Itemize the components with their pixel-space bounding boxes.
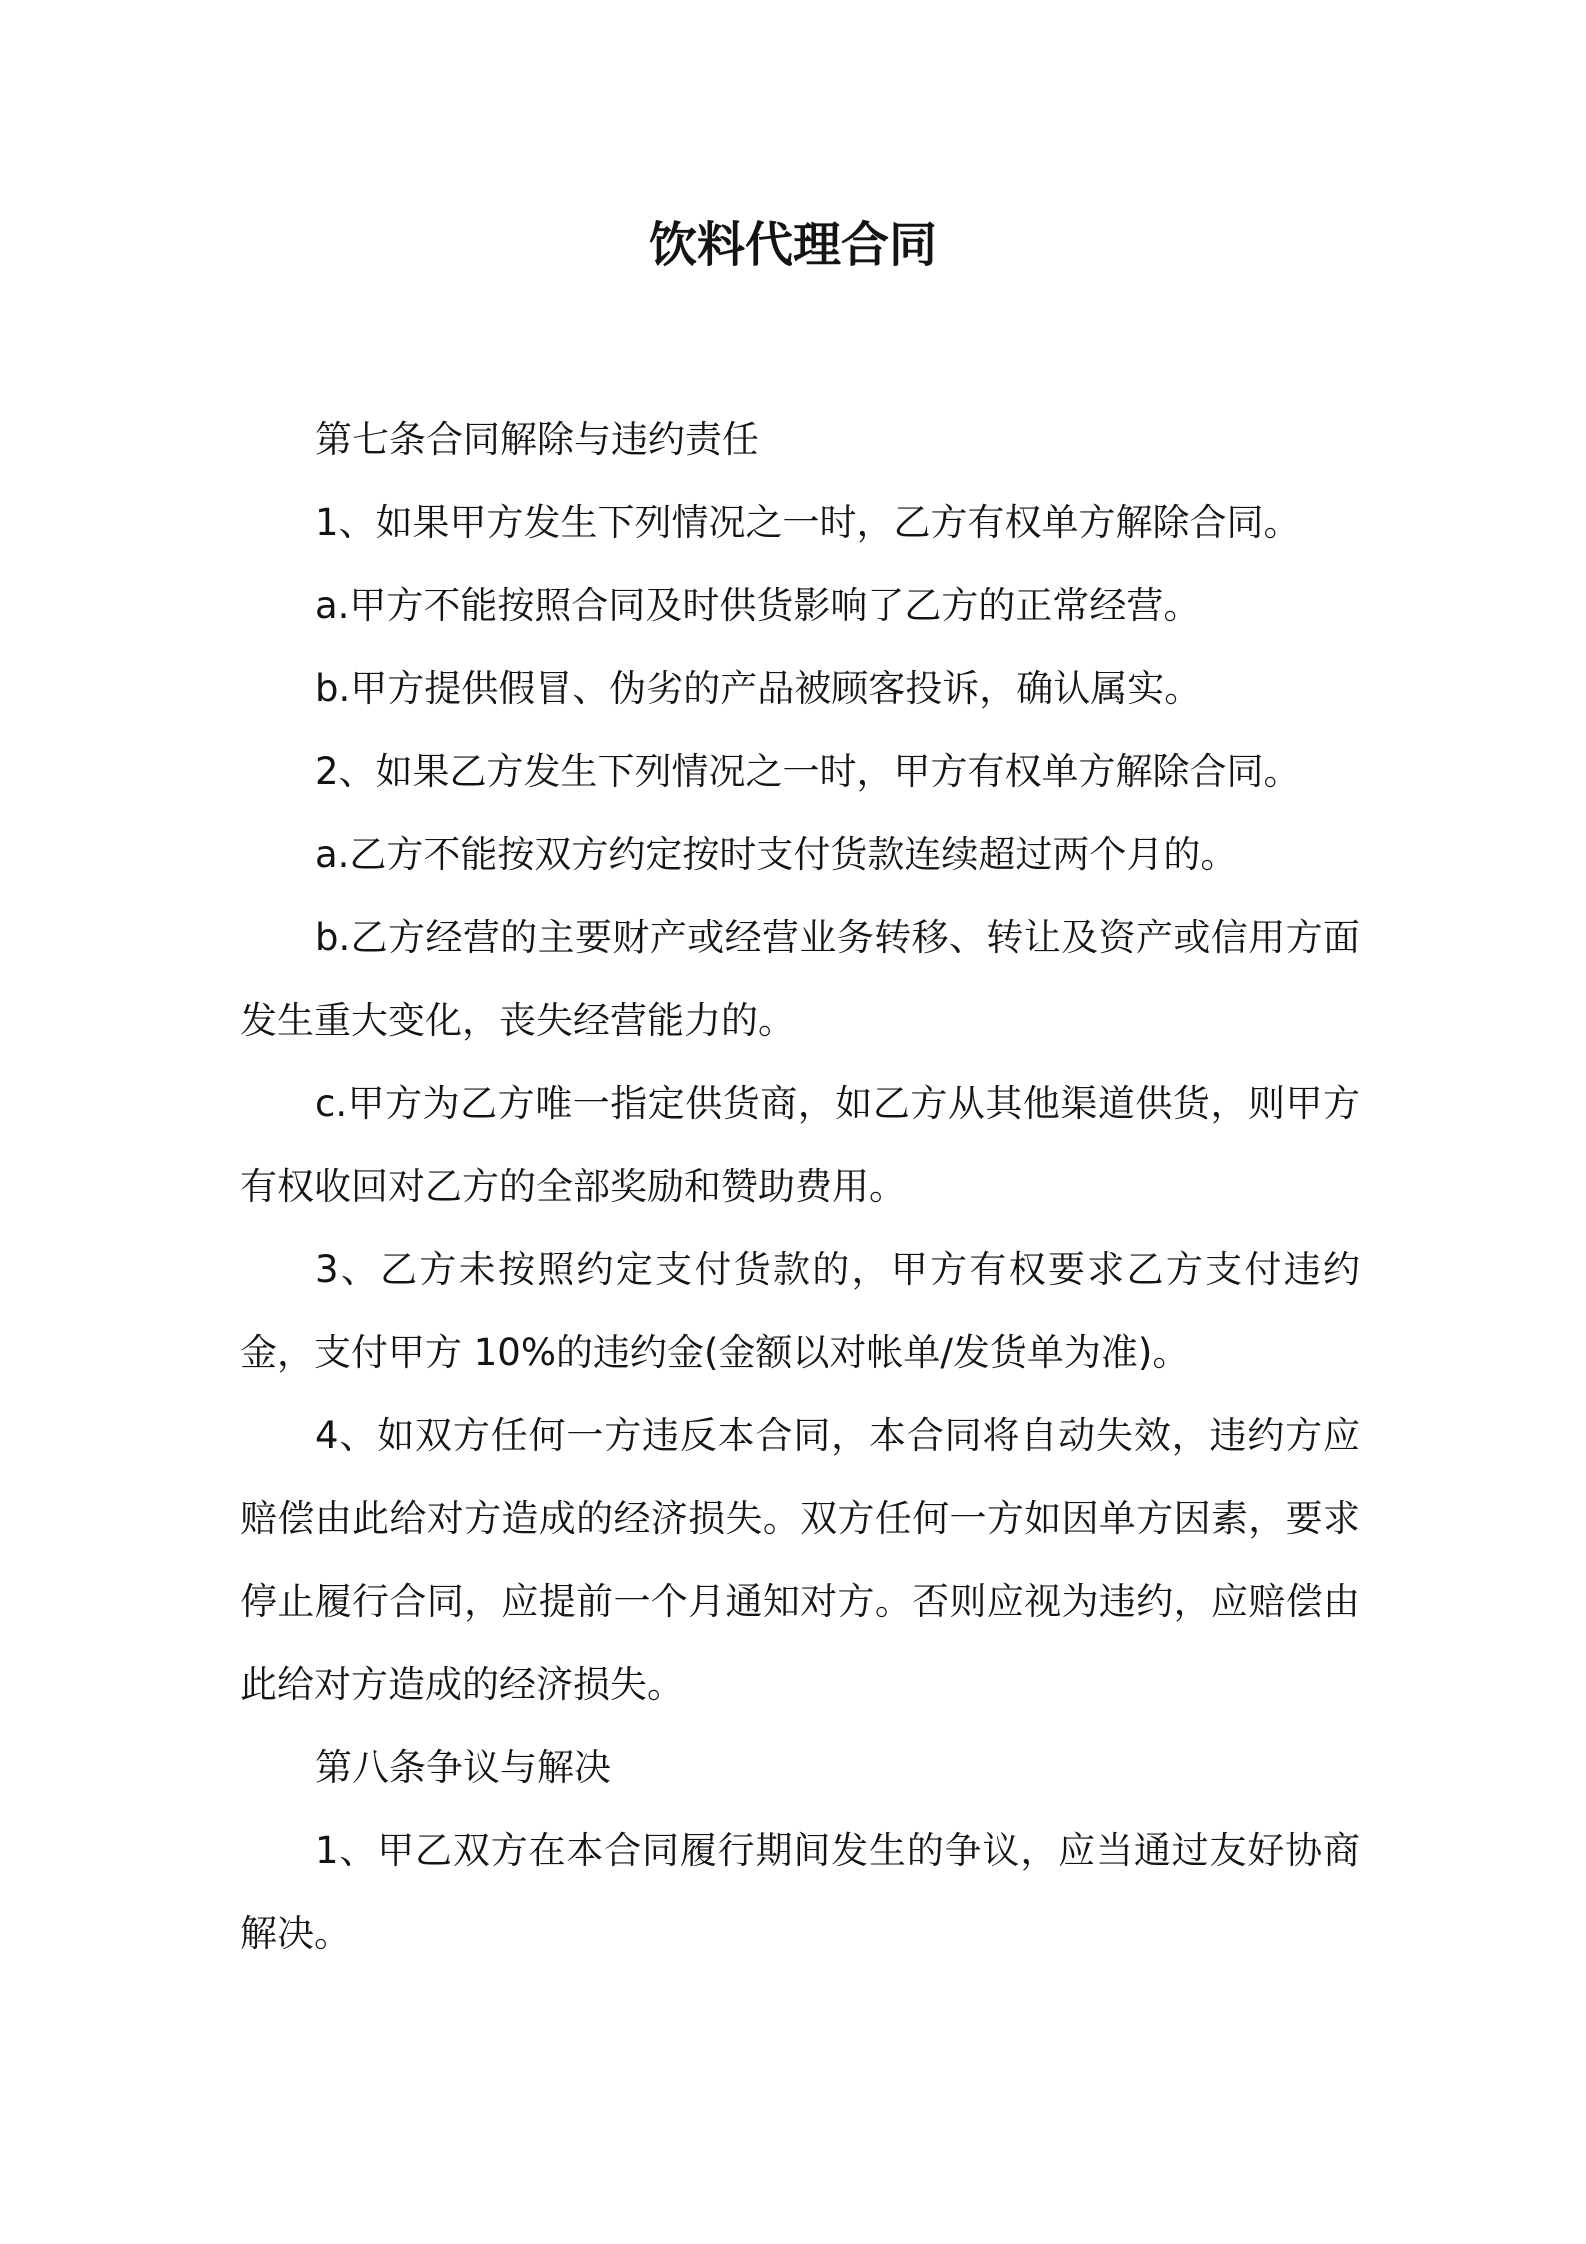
clause-7-2-a: a.乙方不能按双方约定按时支付货款连续超过两个月的。 [315,833,1238,876]
document-body [240,398,1360,1975]
clause-7-3: 3、乙方未按照约定支付货款的，甲方有权要求乙方支付违约金，支付甲方 10%的违约金(金额以对帐单/发货单为准)。 [240,1248,1360,1374]
clause-7-4: 4、如双方任何一方违反本合同，本合同将自动失效，违约方应赔偿由此给对方造成的经济损失。双方任何一方如因单方因素，要求停止履行合同，应提前一个月通知对方。否则应视为违约，应赔偿由此给对方造成的经济损失。 [240,1414,1360,1706]
article-8-heading: 第八条争议与解决 [315,1746,611,1789]
clause-8-1: 1、甲乙双方在本合同履行期间发生的争议，应当通过友好协商解决。 [240,1829,1360,1955]
clause-7-2-b: b.乙方经营的主要财产或经营业务转移、转让及资产或信用方面发生重大变化，丧失经营能力的。 [240,916,1360,1042]
clause-7-1-a: a.甲方不能按照合同及时供货影响了乙方的正常经营。 [315,584,1201,627]
clause-7-2-c: c.甲方为乙方唯一指定供货商，如乙方从其他渠道供货，则甲方有权收回对乙方的全部奖励和赞助费用。 [240,1082,1360,1208]
article-7-heading: 第七条合同解除与违约责任 [315,418,759,461]
document-title: 饮料代理合同 [648,217,937,273]
clause-7-1-b: b.甲方提供假冒、伪劣的产品被顾客投诉，确认属实。 [315,667,1202,710]
clause-7-1: 1、如果甲方发生下列情况之一时，乙方有权单方解除合同。 [315,501,1301,544]
clause-7-2: 2、如果乙方发生下列情况之一时，甲方有权单方解除合同。 [315,750,1301,793]
